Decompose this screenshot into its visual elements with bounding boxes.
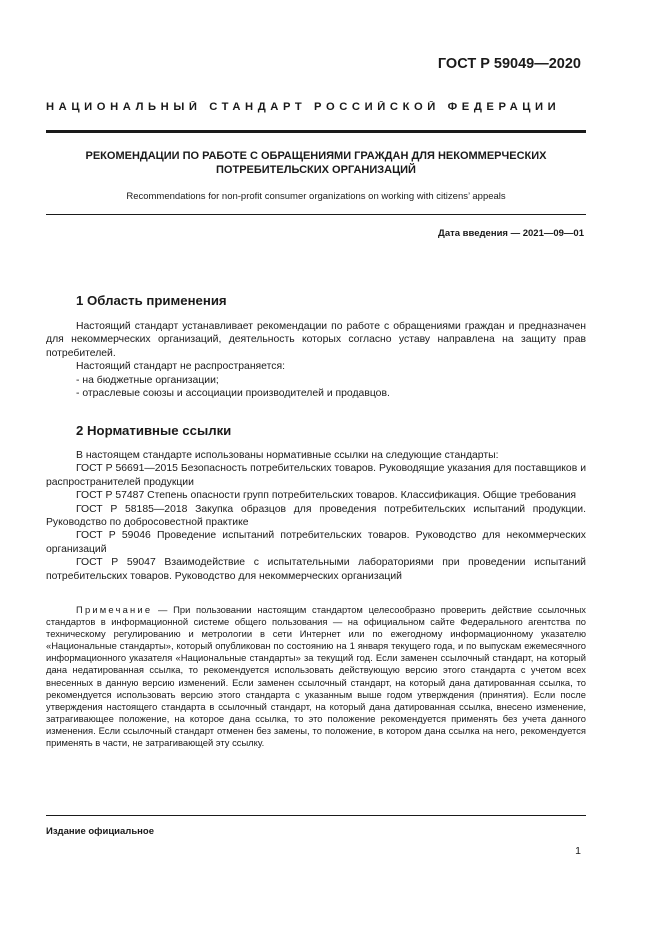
page-number: 1: [575, 845, 581, 857]
edition-label: Издание официальное: [46, 826, 154, 837]
reference-item: ГОСТ Р 59046 Проведение испытаний потребительских товаров. Руководство для некоммерческих организаций: [46, 530, 586, 555]
note: [46, 604, 586, 749]
list-item: - на бюджетные организации;: [76, 374, 219, 386]
paragraph: В настоящем стандарте использованы нормативные ссылки на следующие стандарты:: [76, 450, 499, 461]
title-rule: [46, 214, 586, 215]
header-rule: [46, 130, 586, 133]
introduction-date: Дата введения — 2021—09—01: [438, 228, 584, 239]
title-line-1: РЕКОМЕНДАЦИИ ПО РАБОТЕ С ОБРАЩЕНИЯМИ ГРАЖДАН ДЛЯ НЕКОММЕРЧЕСКИХ: [85, 150, 547, 162]
footer-rule: [46, 815, 586, 816]
section-1-body: [46, 320, 586, 400]
reference-item: ГОСТ Р 57487 Степень опасности групп потребительских товаров. Классификация. Общие требования: [76, 490, 577, 502]
national-standard-banner: НАЦИОНАЛЬНЫЙ СТАНДАРТ РОССИЙСКОЙ ФЕДЕРАЦИИ: [46, 101, 561, 113]
document-title-ru: [46, 150, 586, 177]
document-title-en: Recommendations for non-profit consumer organizations on working with citizens’ appeals: [126, 191, 506, 202]
section-2-body: [46, 449, 586, 583]
paragraph: Настоящий стандарт не распространяется:: [76, 361, 285, 373]
reference-item: ГОСТ Р 59047 Взаимодействие с испытательными лабораториями при проведении испытаний потребительских товаров. Руководство для некоммерческих организаций: [46, 557, 586, 582]
note-text: — При пользовании настоящим стандартом целесообразно проверить действие ссылочных стандартов в информационной системе общего пользования — на официальном сайте Федерального агентства по техническому регулированию и метрологии в сети Интернет или по ежегодному информационному указателю «Национальные стандарты», который опубликован по состоянию на 1 января текущего года, и по выпускам ежемесячного информационного указателя «Национальные стандарты» за текущий год. Если заменен ссылочный стандарт, на который дана недатированная ссылка, то рекомендуется использовать действующую версию этого стандарта с учетом всех внесенных в данную версию изменений. Если заменен ссылочный стандарт, на который дана датированная ссылка, то рекомендуется использовать версию этого стандарта с указанным выше годом утверждения (принятия). Если после утверждения настоящего стандарта в ссылочный стандарт, на который дана датированная ссылка, внесено изменение, затрагивающее положение, на которое дана ссылка, то это положение рекомендуется применять без учета данного изменения. Если ссылочный стандарт отменен без замены, то положение, в котором дана ссылка на него, рекомендуется применять в части, не затрагивающей эту ссылку.: [46, 604, 586, 749]
section-2-heading: 2 Нормативные ссылки: [76, 423, 232, 438]
list-item: - отраслевые союзы и ассоциации производителей и продавцов.: [76, 388, 390, 400]
section-1-heading: 1 Область применения: [76, 293, 227, 308]
standard-id: ГОСТ Р 59049—2020: [437, 56, 581, 72]
paragraph: Настоящий стандарт устанавливает рекомендации по работе с обращениями граждан и предназначен для некоммерческих организаций, деятельность которых согласно уставу направлена на защиту прав потребителей.: [46, 321, 586, 359]
reference-item: ГОСТ Р 58185—2018 Закупка образцов для проведения потребительских испытаний продукции. Руководство по добросовестной практике: [46, 503, 586, 529]
reference-item: ГОСТ Р 56691—2015 Безопасность потребительских товаров. Руководящие указания для поставщиков и распространителей продукции: [46, 463, 586, 488]
title-line-2: ПОТРЕБИТЕЛЬСКИХ ОРГАНИЗАЦИЙ: [216, 163, 416, 176]
note-label: Примечание: [76, 604, 153, 615]
